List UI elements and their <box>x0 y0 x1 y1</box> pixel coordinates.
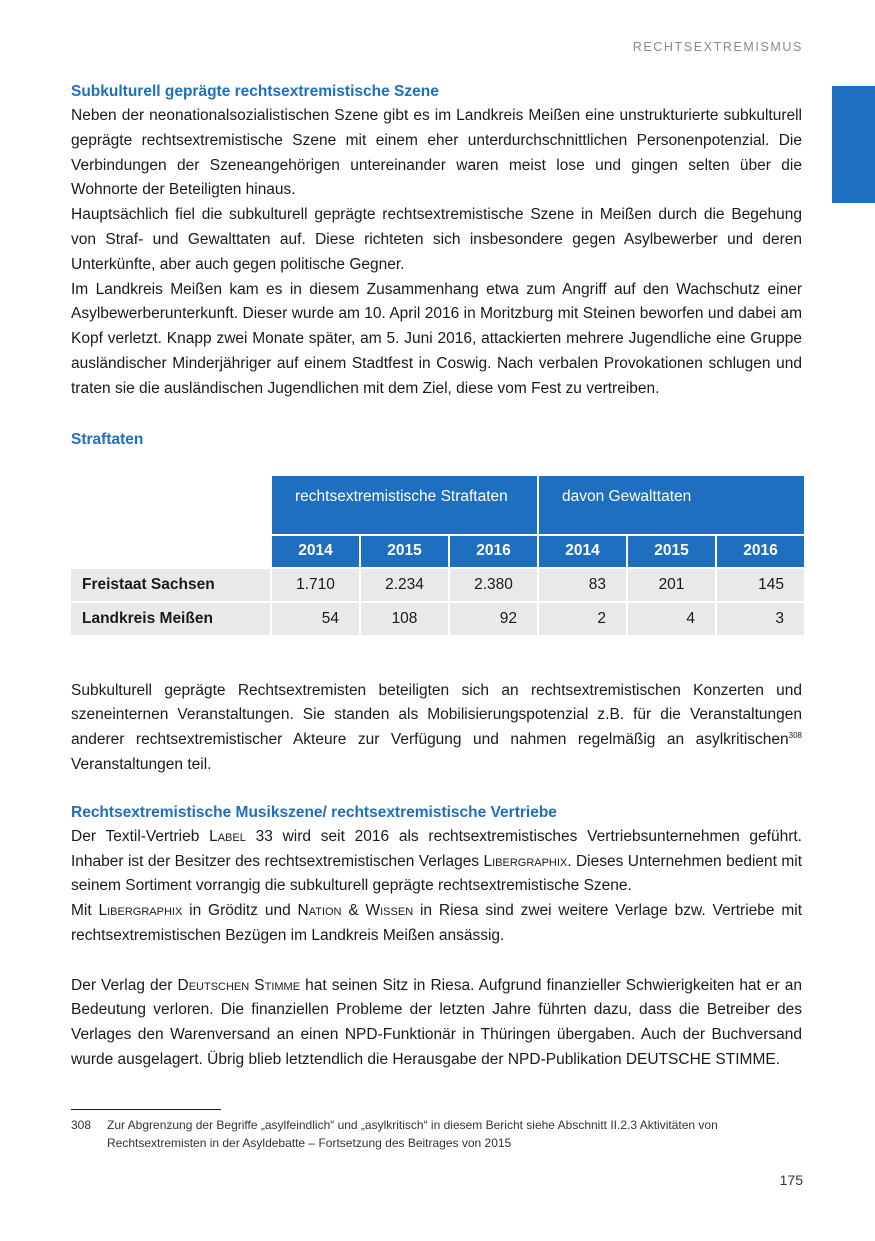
paragraph-text: in Riesa sind zwei weitere Verlage bzw. Vertriebe mit rechtsextremistischen Bezügen im Landkreis Meißen ansässig. <box>71 902 803 944</box>
table-cell: 54 <box>272 603 359 635</box>
table-cell: 1.710 <box>272 569 359 601</box>
year-header: 2015 <box>361 536 448 567</box>
paragraph <box>71 974 802 1073</box>
year-header: 2014 <box>272 536 359 567</box>
table-row <box>71 569 804 601</box>
paragraph-text: in Gröditz und <box>182 902 298 920</box>
paragraph-text: hat seinen Sitz in Riesa. Aufgrund finanzieller Schwierigkeiten hat er an Bedeutung verloren. Die finanziellen Probleme der letzten Jahre führten dazu, dass die Betreiber des Verlages den Warenversand an einen NPD-Funktionär in Thüringen übergaben. Auch der Buchversand wurde ausgelagert. Übrig blieb letztendlich die Herausgabe der NPD-Publikation DEUTSCHE STIMME. <box>71 976 802 1068</box>
footnote-divider <box>71 1109 221 1110</box>
table-corner <box>71 476 270 567</box>
brand-name: Libergraphix <box>483 852 568 870</box>
brand-name: Deutschen Stimme <box>177 976 301 994</box>
straftaten-table <box>69 474 806 637</box>
paragraph <box>71 679 802 778</box>
year-header: 2016 <box>450 536 537 567</box>
paragraph: Hauptsächlich fiel die subkulturell geprägte rechtsextremistische Szene in Meißen durch die Begehung von Straf- und Gewalttaten auf. Diese richteten sich insbesondere gegen Asylbewerber und deren Unterkünfte, aber auch gegen politische Gegner. <box>71 206 802 273</box>
chapter-tab-marker <box>832 86 875 203</box>
table-cell: 3 <box>717 603 804 635</box>
paragraph <box>71 825 802 899</box>
brand-name: Libergraphix <box>98 902 183 920</box>
paragraph-text: Der Verlag der <box>71 976 178 994</box>
page-content <box>71 80 802 1073</box>
paragraph-text: Der Textil-Vertrieb <box>71 827 210 845</box>
paragraph-text: Mit <box>71 902 99 920</box>
paragraph-text: Veranstaltungen teil. <box>71 755 212 773</box>
table-cell: 2.234 <box>361 569 448 601</box>
table-cell: 2.380 <box>450 569 537 601</box>
table-cell: 201 <box>628 569 715 601</box>
paragraph-text: Subkulturell geprägte Rechtsextremisten beteiligten sich an rechtsextremistischen Konzerten und szeneinternen Veranstaltungen. Sie standen als Mobilisierungspotenzial z.B. für die Veranstaltungen anderer rechtsextremistischer Akteure zur Verfügung und nahmen regelmäßig an asylkritischen <box>71 681 802 749</box>
table-cell: 2 <box>539 603 626 635</box>
year-header: 2016 <box>717 536 804 567</box>
footnote-text: Zur Abgrenzung der Begriffe „asylfeindlich“ und „asylkritisch“ in diesem Bericht siehe Abschnitt II.2.3 Aktivitäten von Rechtsextremisten in der Asyldebatte – Fortsetzung des Beitrages von 2015 <box>107 1118 718 1150</box>
footnote-number: 308 <box>71 1118 92 1132</box>
paragraph: Im Landkreis Meißen kam es in diesem Zusammenhang etwa zum Angriff auf den Wachschutz einer Asylbewerberunterkunft. Dieser wurde am 10. April 2016 in Moritzburg mit Steinen beworfen und dabei am Kopf verletzt. Knapp zwei Monate später, am 5. Juni 2016, attackierten mehrere Jugendliche eine Gruppe ausländischer Minderjähriger auf einem Stadtfest in Coswig. Nach verbalen Provokationen schlugen und traten sie die ausländischen Jugendlichen mit dem Ziel, diese vom Fest zu vertreiben. <box>71 280 802 397</box>
column-group-header: davon Gewalttaten <box>539 476 804 534</box>
row-label: Freistaat Sachsen <box>71 569 270 601</box>
page-number: 175 <box>779 1172 803 1188</box>
table-cell: 4 <box>628 603 715 635</box>
table-row <box>71 603 804 635</box>
paragraph-text: 33 wird seit 2016 als rechtsextremistisches Vertriebsunternehmen geführt. Inhaber ist der Besitzer des rechtsextremistischen Verlages <box>71 827 802 870</box>
footnote-reference[interactable]: 308 <box>788 731 802 741</box>
section-heading-subkulturell: Subkulturell geprägte rechtsextremistische Szene <box>71 83 439 100</box>
year-header: 2015 <box>628 536 715 567</box>
table-cell: 145 <box>717 569 804 601</box>
paragraph-spacer <box>71 949 802 974</box>
paragraph-text: . Dieses Unternehmen bedient mit seinem Sortiment vorrangig die subkulturell geprägte rechtsextremistische Szene. <box>71 852 802 895</box>
footnote <box>71 1117 802 1152</box>
table-cell: 92 <box>450 603 537 635</box>
column-group-header: rechtsextremistische Straftaten <box>272 476 537 534</box>
table-cell: 83 <box>539 569 626 601</box>
section-heading-straftaten: Straftaten <box>71 430 144 448</box>
paragraph <box>71 899 802 949</box>
brand-name: Label <box>209 827 246 845</box>
running-head: RECHTSEXTREMISMUS <box>632 40 803 54</box>
table-header-row <box>71 476 804 534</box>
paragraph: Neben der neonationalsozialistischen Szene gibt es im Landkreis Meißen eine unstrukturierte subkulturell geprägte rechtsextremistische Szene mit einem eher unterdurchschnittlichen Personenpotenzial. Die Verbindungen der Szeneangehörigen untereinander waren meist lose und gingen selten über die Wohnorte der Beteiligten hinaus. <box>71 107 802 199</box>
section-heading-musikszene: Rechtsextremistische Musikszene/ rechtsextremistische Vertriebe <box>71 803 557 821</box>
year-header: 2014 <box>539 536 626 567</box>
table-cell: 108 <box>361 603 448 635</box>
row-label: Landkreis Meißen <box>71 603 270 635</box>
brand-name: Nation & Wissen <box>297 902 414 920</box>
